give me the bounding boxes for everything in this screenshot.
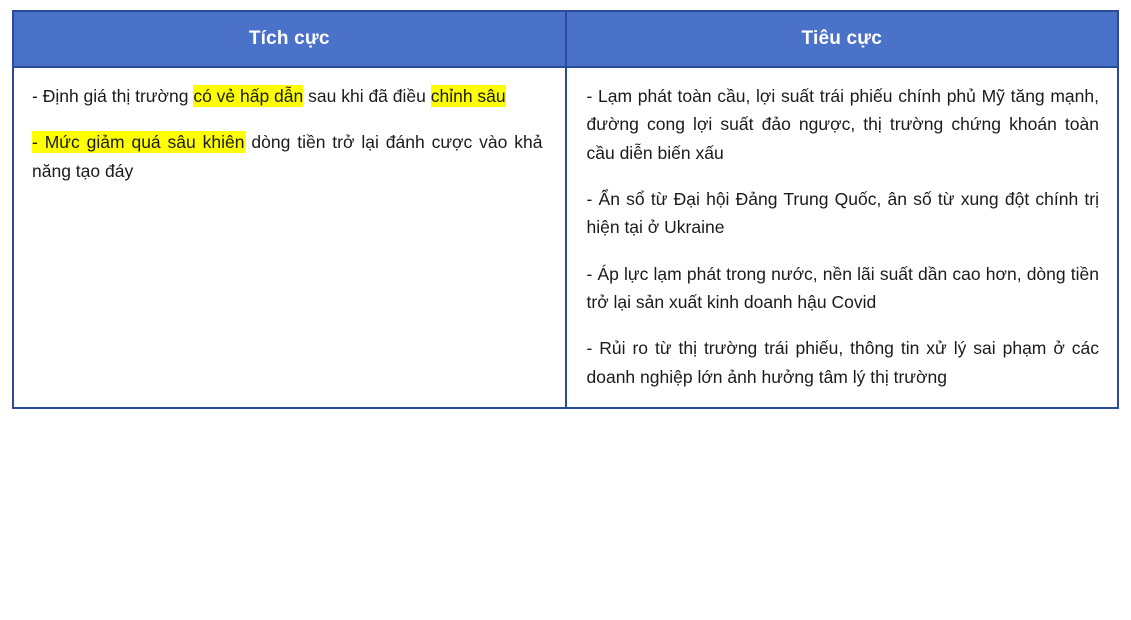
text-run: - Ẩn sổ từ Đại hội Đảng Trung Quốc, ân số từ xung đột chính trị hiện tại ở Ukraine (586, 189, 1099, 238)
paragraph (587, 82, 1100, 167)
highlighted-text: - Mức giảm quá sâu khiên (32, 132, 245, 153)
paragraph (587, 260, 1100, 317)
text-run: sau khi đã điều (303, 86, 431, 106)
table-body (13, 67, 1118, 408)
paragraph (587, 185, 1100, 242)
text-run: - Định giá thị trường (32, 86, 194, 106)
table-row (13, 67, 1118, 408)
text-run: - Áp lực lạm phát trong nước, nền lãi suất dần cao hơn, dòng tiền trở lại sản xuất kinh doanh hậu Covid (586, 263, 1099, 313)
paragraph (32, 128, 543, 185)
table-header-row (13, 11, 1118, 67)
column-header-positive: Tích cực (13, 11, 566, 67)
column-header-negative: Tiêu cực (566, 11, 1119, 67)
table-header (13, 11, 1118, 67)
negative-list (587, 82, 1100, 391)
text-run: dòng tiền trở lại đánh cược vào khả năng tạo đáy (32, 132, 543, 181)
paragraph (587, 334, 1100, 391)
comparison-table (12, 10, 1119, 409)
text-run: - Rủi ro từ thị trường trái phiếu, thông tin xử lý sai phạm ở các doanh nghiệp lớn ảnh hưởng tâm lý thị trường (586, 338, 1099, 387)
cell-positive (13, 67, 566, 408)
paragraph (32, 82, 543, 110)
positive-list (32, 82, 543, 185)
highlighted-text: có vẻ hấp dẫn (193, 86, 304, 106)
text-run: - Lạm phát toàn cầu, lợi suất trái phiếu chính phủ Mỹ tăng mạnh, đường cong lợi suất đảo ngược, thị trường chứng khoán toàn cầu diễn biến xấu (586, 86, 1099, 163)
cell-negative (566, 67, 1119, 408)
highlighted-text: chỉnh sâu (430, 86, 506, 106)
